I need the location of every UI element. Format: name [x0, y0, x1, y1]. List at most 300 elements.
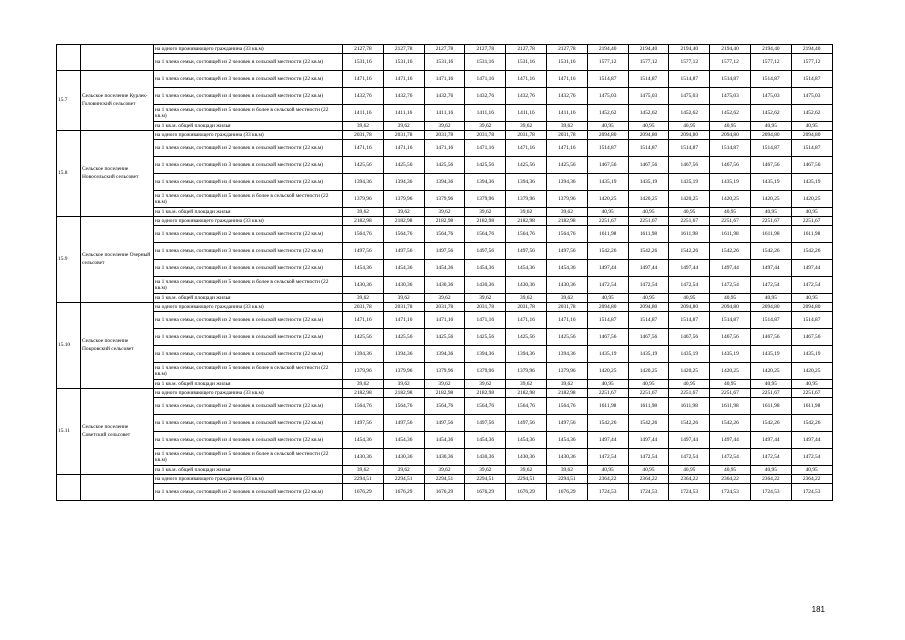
table-row — [57, 398, 833, 415]
value-cell: 2364,22 — [669, 475, 710, 484]
value-cell: 1514,87 — [587, 71, 628, 88]
row-label: на 1 члена семьи, состоящей из 4 человек в сельской местности (22 кв.м) — [154, 88, 343, 105]
value-cell: 1435,19 — [710, 346, 751, 363]
value-cell: 1542,26 — [628, 415, 669, 432]
value-cell: 2182,98 — [546, 217, 587, 226]
value-cell: 2031,78 — [383, 303, 424, 312]
value-cell: 1379,96 — [424, 363, 465, 380]
value-cell: 39,62 — [465, 122, 506, 131]
value-cell: 1467,56 — [710, 329, 751, 346]
value-cell: 40,95 — [750, 380, 791, 389]
table-row — [57, 191, 833, 208]
table-row — [57, 122, 833, 131]
value-cell: 40,95 — [750, 294, 791, 303]
value-cell: 1471,16 — [383, 140, 424, 157]
value-cell: 1497,56 — [506, 415, 547, 432]
value-cell: 1514,87 — [710, 140, 751, 157]
value-cell: 1411,16 — [465, 105, 506, 122]
value-cell: 40,95 — [669, 294, 710, 303]
value-cell: 1475,03 — [628, 88, 669, 105]
value-cell: 1497,44 — [710, 260, 751, 277]
value-cell: 2031,78 — [465, 303, 506, 312]
value-cell: 1472,54 — [587, 449, 628, 466]
value-cell: 1394,36 — [465, 174, 506, 191]
value-cell: 2294,51 — [465, 475, 506, 484]
value-cell: 39,62 — [546, 466, 587, 475]
value-cell: 39,62 — [383, 380, 424, 389]
value-cell: 2182,98 — [465, 389, 506, 398]
row-label: на 1 члена семьи, состоящей из 2 человек в сельской местности (22 кв.м) — [154, 54, 343, 71]
value-cell: 1471,16 — [383, 71, 424, 88]
value-cell: 39,62 — [343, 122, 384, 131]
value-cell: 1542,26 — [710, 415, 751, 432]
value-cell: 40,95 — [587, 208, 628, 217]
value-cell: 1542,26 — [750, 415, 791, 432]
table-row — [57, 363, 833, 380]
value-cell: 39,62 — [383, 208, 424, 217]
value-cell: 1425,56 — [343, 329, 384, 346]
value-cell: 1425,56 — [465, 157, 506, 174]
value-cell: 1542,26 — [669, 415, 710, 432]
settlement-name: Сельское поселение Покровский сельсовет — [81, 303, 154, 389]
table-row — [57, 157, 833, 174]
value-cell: 40,95 — [791, 208, 832, 217]
value-cell: 39,62 — [506, 208, 547, 217]
value-cell: 2031,78 — [383, 131, 424, 140]
value-cell: 1676,29 — [506, 484, 547, 501]
value-cell: 1394,36 — [424, 346, 465, 363]
value-cell: 1497,44 — [791, 432, 832, 449]
row-label: на 1 члена семьи, состоящей из 2 человек в сельской местности (22 кв.м) — [154, 140, 343, 157]
value-cell: 1411,16 — [383, 105, 424, 122]
value-cell: 2251,67 — [750, 389, 791, 398]
value-cell: 1471,16 — [546, 71, 587, 88]
value-cell: 39,62 — [343, 466, 384, 475]
value-cell: 1411,16 — [546, 105, 587, 122]
value-cell: 1577,12 — [587, 54, 628, 71]
section-number — [57, 475, 81, 501]
value-cell: 2194,40 — [587, 45, 628, 54]
value-cell: 2294,51 — [383, 475, 424, 484]
value-cell: 1471,16 — [383, 312, 424, 329]
row-label: на одного проживающего гражданина (33 кв.м) — [154, 131, 343, 140]
value-cell: 1472,54 — [669, 277, 710, 294]
value-cell: 40,95 — [791, 380, 832, 389]
value-cell: 40,95 — [628, 466, 669, 475]
value-cell: 1430,36 — [546, 449, 587, 466]
value-cell: 1432,76 — [465, 88, 506, 105]
value-cell: 1514,87 — [791, 140, 832, 157]
value-cell: 1425,56 — [424, 329, 465, 346]
value-cell: 1564,76 — [506, 398, 547, 415]
value-cell: 1435,19 — [710, 174, 751, 191]
value-cell: 2294,51 — [506, 475, 547, 484]
value-cell: 2094,80 — [587, 303, 628, 312]
value-cell: 1514,87 — [710, 71, 751, 88]
value-cell: 39,62 — [383, 466, 424, 475]
value-cell: 1514,87 — [628, 71, 669, 88]
settlement-name: Сельское поселение Советский сельсовет — [81, 389, 154, 475]
value-cell: 1430,36 — [383, 277, 424, 294]
value-cell: 1514,87 — [587, 312, 628, 329]
value-cell: 2127,78 — [465, 45, 506, 54]
value-cell: 2094,80 — [710, 303, 751, 312]
table-row — [57, 131, 833, 140]
value-cell: 1676,29 — [343, 484, 384, 501]
value-cell: 1420,25 — [750, 363, 791, 380]
value-cell: 39,62 — [546, 122, 587, 131]
value-cell: 1472,54 — [750, 449, 791, 466]
value-cell: 2251,67 — [791, 217, 832, 226]
value-cell: 2182,98 — [383, 389, 424, 398]
value-cell: 2194,40 — [669, 45, 710, 54]
value-cell: 39,62 — [546, 380, 587, 389]
value-cell: 1430,36 — [343, 449, 384, 466]
value-cell: 1411,16 — [343, 105, 384, 122]
value-cell: 1379,96 — [343, 191, 384, 208]
row-label: на одного проживающего гражданина (33 кв.м) — [154, 303, 343, 312]
value-cell: 1420,25 — [669, 191, 710, 208]
row-label: на 1 члена семьи, состоящей из 4 человек в сельской местности (22 кв.м) — [154, 174, 343, 191]
value-cell: 1394,36 — [383, 346, 424, 363]
value-cell: 1531,16 — [343, 54, 384, 71]
value-cell: 1411,16 — [424, 105, 465, 122]
value-cell: 1475,03 — [750, 88, 791, 105]
value-cell: 1425,56 — [546, 157, 587, 174]
table-row — [57, 174, 833, 191]
value-cell: 1564,76 — [343, 398, 384, 415]
value-cell: 1611,98 — [710, 226, 751, 243]
value-cell: 1497,44 — [791, 260, 832, 277]
value-cell: 1542,26 — [628, 243, 669, 260]
row-label: на 1 члена семьи, состоящей из 2 человек в сельской местности (22 кв.м) — [154, 484, 343, 501]
value-cell: 1379,96 — [546, 191, 587, 208]
table-row — [57, 226, 833, 243]
section-number — [57, 45, 81, 71]
value-cell: 1454,36 — [383, 432, 424, 449]
value-cell: 2251,67 — [750, 217, 791, 226]
value-cell: 1420,25 — [710, 191, 751, 208]
value-cell: 1452,62 — [628, 105, 669, 122]
value-cell: 1514,87 — [669, 71, 710, 88]
row-label: на 1 члена семьи, состоящей из 3 человек в сельской местности (22 кв.м) — [154, 415, 343, 432]
row-label: на 1 члена семьи, состоящей из 2 человек в сельской местности (22 кв.м) — [154, 312, 343, 329]
table-row — [57, 243, 833, 260]
table-row — [57, 45, 833, 54]
value-cell: 1724,53 — [791, 484, 832, 501]
value-cell: 39,62 — [424, 466, 465, 475]
value-cell: 1472,54 — [669, 449, 710, 466]
value-cell: 2094,80 — [628, 131, 669, 140]
value-cell: 1394,36 — [343, 346, 384, 363]
value-cell: 2031,78 — [546, 303, 587, 312]
value-cell: 1420,25 — [587, 191, 628, 208]
value-cell: 1432,76 — [424, 88, 465, 105]
value-cell: 1577,12 — [628, 54, 669, 71]
value-cell: 1379,96 — [546, 363, 587, 380]
value-cell: 39,62 — [465, 466, 506, 475]
value-cell: 2031,78 — [506, 131, 547, 140]
value-cell: 2194,40 — [750, 45, 791, 54]
value-cell: 2251,67 — [628, 389, 669, 398]
value-cell: 2127,78 — [424, 45, 465, 54]
value-cell: 1724,53 — [750, 484, 791, 501]
price-table — [56, 44, 833, 501]
value-cell: 40,95 — [750, 466, 791, 475]
document-page — [56, 44, 825, 501]
value-cell: 1435,19 — [587, 174, 628, 191]
row-label: на 1 члена семьи, состоящей из 3 человек в сельской местности (22 кв.м) — [154, 71, 343, 88]
value-cell: 1497,56 — [343, 415, 384, 432]
value-cell: 1676,29 — [424, 484, 465, 501]
value-cell: 1452,62 — [750, 105, 791, 122]
table-row — [57, 217, 833, 226]
value-cell: 2251,67 — [710, 217, 751, 226]
value-cell: 1471,16 — [465, 140, 506, 157]
value-cell: 1379,96 — [424, 191, 465, 208]
value-cell: 2094,80 — [669, 131, 710, 140]
value-cell: 2031,78 — [506, 303, 547, 312]
value-cell: 1467,56 — [587, 329, 628, 346]
value-cell: 1497,56 — [546, 243, 587, 260]
value-cell: 2094,80 — [750, 303, 791, 312]
value-cell: 1467,56 — [628, 157, 669, 174]
value-cell: 1564,76 — [383, 398, 424, 415]
value-cell: 1425,56 — [546, 329, 587, 346]
value-cell: 39,62 — [546, 294, 587, 303]
value-cell: 1542,26 — [750, 243, 791, 260]
value-cell: 2182,98 — [343, 389, 384, 398]
value-cell: 1471,16 — [506, 312, 547, 329]
value-cell: 40,95 — [669, 466, 710, 475]
value-cell: 1542,26 — [791, 243, 832, 260]
value-cell: 40,95 — [587, 294, 628, 303]
row-label: на 1 члена семьи, состоящей из 4 человек в сельской местности (22 кв.м) — [154, 260, 343, 277]
value-cell: 1472,54 — [710, 449, 751, 466]
value-cell: 1394,36 — [546, 174, 587, 191]
value-cell: 2364,22 — [587, 475, 628, 484]
value-cell: 1454,36 — [343, 260, 384, 277]
value-cell: 1564,76 — [424, 398, 465, 415]
value-cell: 1454,36 — [343, 432, 384, 449]
value-cell: 1411,16 — [506, 105, 547, 122]
value-cell: 1425,56 — [383, 157, 424, 174]
value-cell: 2194,40 — [710, 45, 751, 54]
table-row — [57, 303, 833, 312]
value-cell: 1514,87 — [669, 140, 710, 157]
value-cell: 1514,87 — [587, 140, 628, 157]
value-cell: 1435,19 — [628, 346, 669, 363]
value-cell: 2364,22 — [710, 475, 751, 484]
value-cell: 2031,78 — [546, 131, 587, 140]
value-cell: 1420,25 — [587, 363, 628, 380]
value-cell: 2094,80 — [669, 303, 710, 312]
value-cell: 1577,12 — [669, 54, 710, 71]
value-cell: 40,95 — [710, 122, 751, 131]
value-cell: 2182,98 — [506, 217, 547, 226]
value-cell: 1425,56 — [383, 329, 424, 346]
value-cell: 1379,96 — [383, 191, 424, 208]
value-cell: 1514,87 — [750, 71, 791, 88]
value-cell: 1394,36 — [506, 346, 547, 363]
value-cell: 1577,12 — [710, 54, 751, 71]
table-row — [57, 260, 833, 277]
value-cell: 1611,98 — [669, 398, 710, 415]
row-label: на 1 кв.м. общей площади жилья — [154, 294, 343, 303]
value-cell: 1471,16 — [546, 140, 587, 157]
value-cell: 1497,56 — [424, 243, 465, 260]
value-cell: 1420,25 — [628, 191, 669, 208]
value-cell: 2364,22 — [791, 475, 832, 484]
value-cell: 1497,44 — [628, 260, 669, 277]
value-cell: 1432,76 — [546, 88, 587, 105]
row-label: на 1 члена семьи, состоящей из 5 человек и более в сельской местности (22 кв.м) — [154, 449, 343, 466]
table-row — [57, 466, 833, 475]
value-cell: 2127,78 — [546, 45, 587, 54]
value-cell: 1452,62 — [669, 105, 710, 122]
value-cell: 1611,98 — [791, 398, 832, 415]
value-cell: 1435,19 — [628, 174, 669, 191]
value-cell: 1471,16 — [424, 140, 465, 157]
value-cell: 40,95 — [628, 122, 669, 131]
value-cell: 1497,44 — [669, 260, 710, 277]
section-number: 15.11 — [57, 389, 81, 475]
settlement-name: Сельское поселение Курлек-Головинский сельсовет — [81, 71, 154, 131]
value-cell: 1471,16 — [465, 71, 506, 88]
value-cell: 1425,56 — [465, 329, 506, 346]
value-cell: 1475,03 — [710, 88, 751, 105]
value-cell: 1611,98 — [628, 398, 669, 415]
value-cell: 1497,44 — [750, 260, 791, 277]
table-row — [57, 312, 833, 329]
value-cell: 1435,19 — [791, 174, 832, 191]
value-cell: 39,62 — [424, 208, 465, 217]
row-label: на 1 кв.м. общей площади жилья — [154, 122, 343, 131]
table-row — [57, 329, 833, 346]
value-cell: 1724,53 — [628, 484, 669, 501]
value-cell: 39,62 — [465, 208, 506, 217]
table-row — [57, 208, 833, 217]
table-row — [57, 380, 833, 389]
value-cell: 1454,36 — [506, 260, 547, 277]
value-cell: 2251,67 — [628, 217, 669, 226]
value-cell: 2182,98 — [343, 217, 384, 226]
value-cell: 1394,36 — [465, 346, 506, 363]
value-cell: 40,95 — [628, 380, 669, 389]
value-cell: 2127,78 — [383, 45, 424, 54]
value-cell: 1435,19 — [669, 346, 710, 363]
value-cell: 1564,76 — [465, 226, 506, 243]
value-cell: 1435,19 — [587, 346, 628, 363]
value-cell: 1514,87 — [791, 71, 832, 88]
table-row — [57, 415, 833, 432]
value-cell: 1724,53 — [669, 484, 710, 501]
value-cell: 1611,98 — [587, 226, 628, 243]
row-label: на 1 члена семьи, состоящей из 5 человек и более в сельской местности (22 кв.м) — [154, 191, 343, 208]
value-cell: 2094,80 — [750, 131, 791, 140]
value-cell: 1471,16 — [343, 312, 384, 329]
row-label: на 1 кв.м. общей площади жилья — [154, 208, 343, 217]
value-cell: 1724,53 — [587, 484, 628, 501]
value-cell: 40,95 — [710, 380, 751, 389]
value-cell: 1467,56 — [587, 157, 628, 174]
value-cell: 1454,36 — [465, 432, 506, 449]
value-cell: 1676,29 — [383, 484, 424, 501]
table-row — [57, 54, 833, 71]
value-cell: 2251,67 — [669, 389, 710, 398]
value-cell: 1452,62 — [710, 105, 751, 122]
value-cell: 40,95 — [587, 380, 628, 389]
value-cell: 1432,76 — [383, 88, 424, 105]
value-cell: 2182,98 — [546, 389, 587, 398]
value-cell: 1542,26 — [587, 243, 628, 260]
value-cell: 2294,51 — [424, 475, 465, 484]
value-cell: 39,62 — [465, 380, 506, 389]
value-cell: 1564,76 — [546, 398, 587, 415]
value-cell: 2194,40 — [791, 45, 832, 54]
table-row — [57, 389, 833, 398]
table-row — [57, 449, 833, 466]
value-cell: 1497,56 — [383, 243, 424, 260]
table-row — [57, 432, 833, 449]
value-cell: 1471,16 — [506, 71, 547, 88]
value-cell: 1542,26 — [710, 243, 751, 260]
value-cell: 1420,25 — [791, 191, 832, 208]
value-cell: 1676,29 — [546, 484, 587, 501]
value-cell: 1542,26 — [791, 415, 832, 432]
value-cell: 40,95 — [710, 208, 751, 217]
value-cell: 2182,98 — [506, 389, 547, 398]
value-cell: 1430,36 — [424, 277, 465, 294]
value-cell: 39,62 — [506, 380, 547, 389]
value-cell: 1475,03 — [587, 88, 628, 105]
value-cell: 1467,56 — [710, 157, 751, 174]
value-cell: 1676,29 — [465, 484, 506, 501]
value-cell: 2182,98 — [383, 217, 424, 226]
table-row — [57, 105, 833, 122]
row-label: на 1 члена семьи, состоящей из 4 человек в сельской местности (22 кв.м) — [154, 432, 343, 449]
value-cell: 1497,44 — [587, 260, 628, 277]
settlement-name: Сельское поселение Озерный сельсовет — [81, 217, 154, 303]
value-cell: 2127,78 — [506, 45, 547, 54]
value-cell: 1430,36 — [465, 449, 506, 466]
value-cell: 39,62 — [465, 294, 506, 303]
row-label: на 1 члена семьи, состоящей из 3 человек в сельской местности (22 кв.м) — [154, 157, 343, 174]
value-cell: 2031,78 — [424, 303, 465, 312]
value-cell: 2127,78 — [343, 45, 384, 54]
section-number: 15.8 — [57, 131, 81, 217]
value-cell: 1497,56 — [546, 415, 587, 432]
row-label: на 1 члена семьи, состоящей из 3 человек в сельской местности (22 кв.м) — [154, 243, 343, 260]
value-cell: 1454,36 — [465, 260, 506, 277]
value-cell: 40,95 — [669, 122, 710, 131]
value-cell: 1454,36 — [383, 260, 424, 277]
table-row — [57, 277, 833, 294]
value-cell: 1472,54 — [750, 277, 791, 294]
value-cell: 1514,87 — [628, 140, 669, 157]
value-cell: 1497,56 — [383, 415, 424, 432]
value-cell: 1497,56 — [343, 243, 384, 260]
row-label: на 1 члена семьи, состоящей из 4 человек в сельской местности (22 кв.м) — [154, 346, 343, 363]
value-cell: 2251,67 — [791, 389, 832, 398]
value-cell: 2094,80 — [587, 131, 628, 140]
value-cell: 2182,98 — [424, 217, 465, 226]
value-cell: 1379,96 — [383, 363, 424, 380]
value-cell: 1514,87 — [750, 140, 791, 157]
value-cell: 1420,25 — [628, 363, 669, 380]
value-cell: 39,62 — [506, 294, 547, 303]
value-cell: 40,95 — [710, 294, 751, 303]
